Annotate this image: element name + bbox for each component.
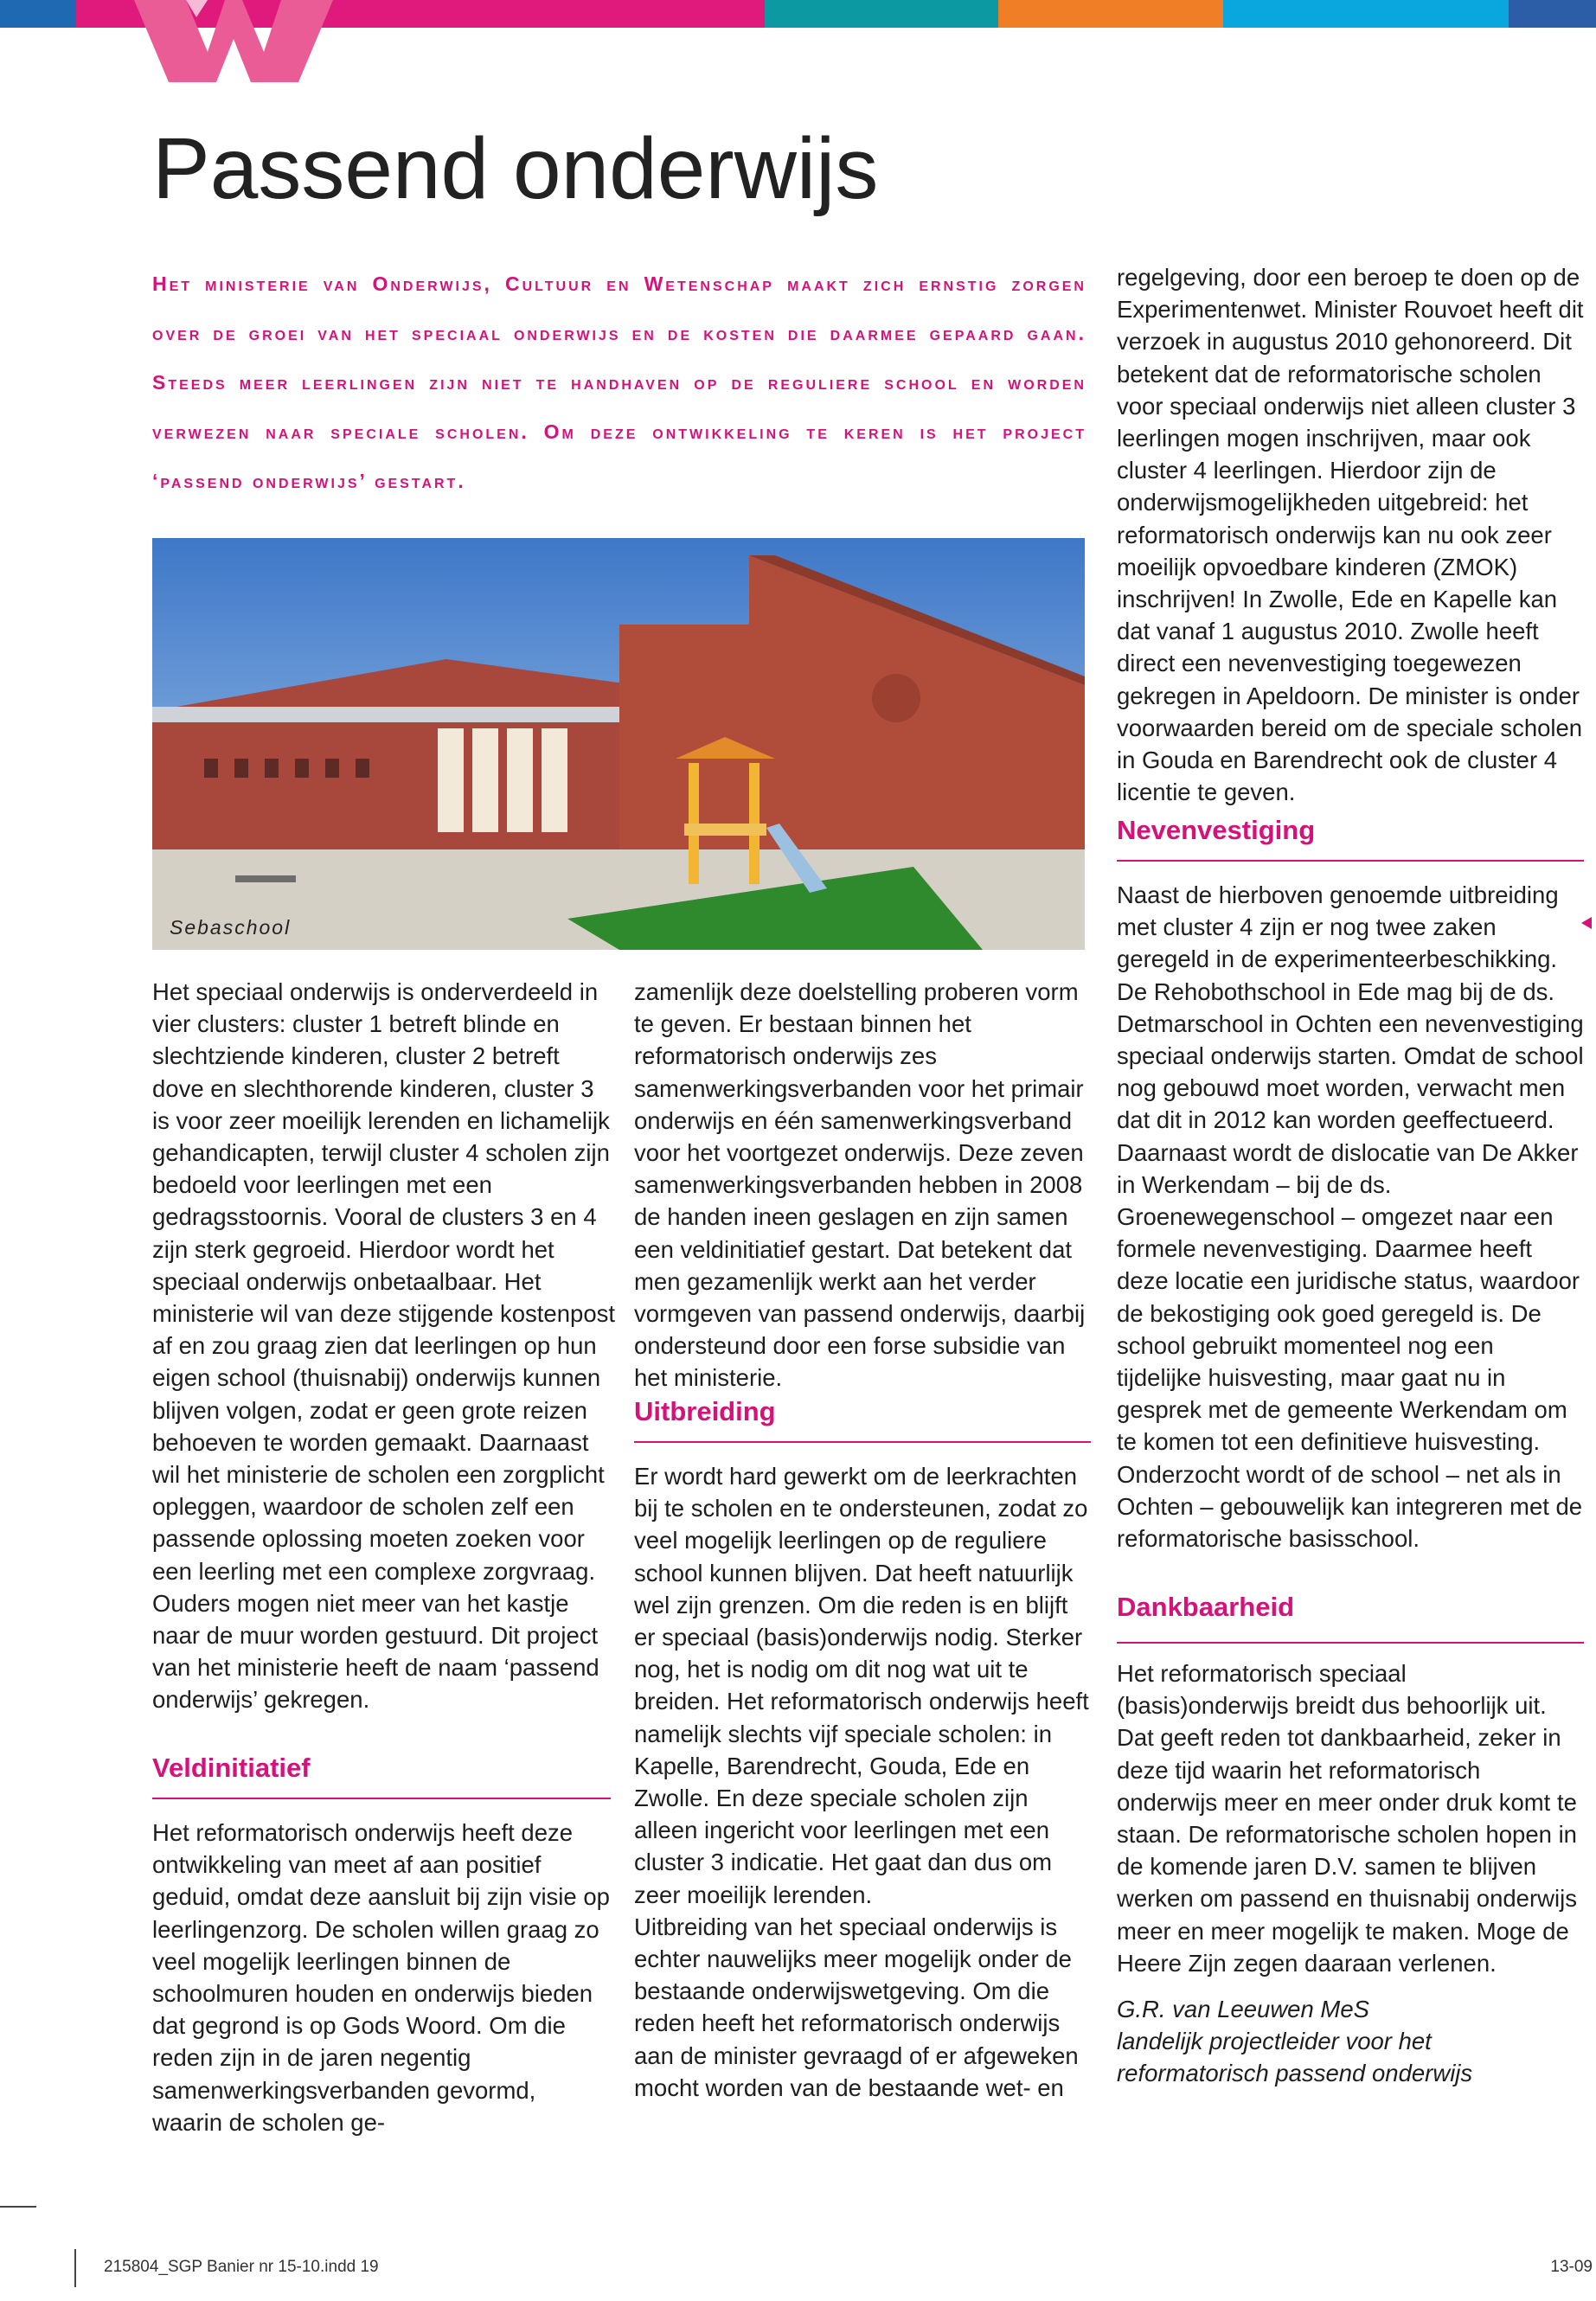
author-role: landelijk projectleider voor het reformatorisch passend onderwijs — [1117, 2028, 1473, 2087]
column-right — [1117, 261, 1584, 808]
school-building-image — [152, 538, 1085, 950]
section-dankbaarheid — [1117, 1590, 1584, 2090]
body-paragraph: Het reformatorisch onderwijs heeft deze ontwikkeling van meet af aan positief geduid, omdat deze aansluit bij zijn visie op leerlingenzorg. De scholen willen graag zo veel mogelijk leerlingen binnen de schoolmuren houden en onderwijs bieden dat gegrond is op Gods Woord. Om die reden zijn in de jaren negentig samenwerkingsverbanden gevormd, waarin de scholen ge- — [152, 1819, 610, 2136]
section-veldinitiatief — [152, 1751, 611, 2138]
w-logo-icon — [125, 0, 337, 87]
section-heading: Veldinitiatief — [152, 1751, 611, 1799]
school-photo — [152, 538, 1085, 950]
crop-mark — [0, 2206, 36, 2208]
body-paragraph: zamenlijk deze doelstelling proberen vorm te geven. Er bestaan binnen het reformatorisch onderwijs zes samenwerkingsverbanden voor het primair onderwijs en één samenwerkingsverband voor het voortgezet onderwijs. Deze zeven samenwerkingsverbanden hebben in 2008 de handen ineen geslagen en zijn samen een veldinitiatief gestart. Dat betekent dat men gezamenlijk werkt aan het verder vormgeven van passend onderwijs, daarbij ondersteund door een forse subsidie van het ministerie. — [634, 978, 1086, 1392]
page-title: Passend onderwijs — [152, 120, 879, 217]
section-nevenvestiging — [1117, 813, 1584, 1554]
body-paragraph: regelgeving, door een beroep te doen op de Experimentenwet. Minister Rouvoet heeft dit verzoek in augustus 2010 gehonoreerd. Dit betekent dat de reformatorische scholen voor speciaal onderwijs niet alleen cluster 3 leerlingen mogen inschrijven, maar ook cluster 4 leerlingen. Hierdoor zijn de onderwijsmogelijkheden uitgebreid: het reformatorisch onderwijs kan nu ook zeer moeilijk opvoedbare kinderen (ZMOK) inschrijven! In Zwolle, Ede en Kapelle kan dat vanaf 1 augustus 2010. Zwolle heeft direct een nevenvestiging toegewezen gekregen in Apeldoorn. De minister is onder voorwaarden bereid om de speciale scholen in Gouda en Barendrecht ook de cluster 4 licentie te geven. — [1117, 264, 1584, 806]
body-paragraph: Het reformatorisch speciaal (basis)onderwijs breidt dus behoorlijk uit. Dat geeft reden tot dankbaarheid, zeker in deze tijd waarin het reformatorisch onderwijs meer en meer onder druk komt te staan. De reformatorische scholen hopen in de komende jaren D.V. samen te blijven werken om passend en thuisnabij onderwijs meer en meer mogelijk te maken. Moge de Heere Zijn zegen daaraan verlenen. — [1117, 1660, 1577, 1977]
section-uitbreiding — [634, 1394, 1091, 2104]
body-paragraph: Er wordt hard gewerkt om de leerkrachten bij te scholen en te ondersteunen, zodat zo veel mogelijk leerlingen op de reguliere school kunnen blijven. Dat heeft natuurlijk wel zijn grenzen. Om die reden is en blijft er speciaal (basis)onderwijs nodig. Sterker nog, het is nodig om dit nog wat uit te breiden. Het reformatorisch onderwijs heeft namelijk slechts vijf speciale scholen: in Kapelle, Barendrecht, Gouda, Ede en Zwolle. En deze speciale scholen zijn alleen ingericht voor leerlingen met een cluster 3 indicatie. Het gaat dan dus om zeer moeilijk lerenden. — [634, 1463, 1089, 1908]
column-middle — [634, 976, 1091, 1394]
section-heading: Dankbaarheid — [1117, 1592, 1295, 1622]
margin-arrow-icon — [1581, 917, 1592, 929]
section-rule — [1117, 1642, 1584, 1644]
section-heading: Uitbreiding — [634, 1394, 1091, 1443]
section-heading: Nevenvestiging — [1117, 813, 1584, 862]
color-block — [0, 0, 76, 28]
body-paragraph: Naast de hierboven genoemde uitbreiding met cluster 4 zijn er nog twee zaken geregeld in de experimenteerbeschikking. De Rehobothschool in Ede mag bij de ds. Detmarschool in Ochten een nevenvestiging speciaal onderwijs starten. Omdat de school nog gebouwd moet worden, verwacht men dat dit in 2012 kan worden geeffectueerd. Daarnaast wordt de dislocatie van De Akker in Werkendam – bij de ds. Groenewegenschool – omgezet naar een formele nevenvestiging. Daarmee heeft deze locatie een juridische status, waardoor de bekostiging ook goed geregeld is. De school gebruikt momenteel nog een tijdelijke huisvesting, maar gaat nu in gesprek met de gemeente Werkendam om te komen tot een definitieve huisvesting. Onderzocht wordt of de school – net als in Ochten – gebouwelijk kan integreren met de reformatorische basisschool. — [1117, 881, 1584, 1553]
footer-date: 13-09 — [1550, 2258, 1593, 2276]
footer-file-info: 215804_SGP Banier nr 15-10.indd 19 — [104, 2258, 379, 2276]
color-block — [1509, 0, 1596, 28]
color-block — [998, 0, 1223, 28]
photo-caption: Sebaschool — [170, 916, 292, 939]
lead-paragraph: Het ministerie van Onderwijs, Cultuur en Wetenschap maakt zich ernstig zorgen over de groei van het speciaal onderwijs en de kosten die daarmee gepaard gaan. Steeds meer leerlingen zijn niet te handhaven op de reguliere school en worden verwezen naar speciale scholen. Om deze ontwikkeling te keren is het project ‘passend onderwijs’ gestart. — [152, 272, 1086, 492]
body-paragraph: Uitbreiding van het speciaal onderwijs is echter nauwelijks meer mogelijk onder de bestaande onderwijswetgeving. Om die reden heeft het reformatorisch onderwijs aan de minister gevraagd of er afgeweken mocht worden van de bestaande wet- en — [634, 1913, 1079, 2101]
color-block — [765, 0, 998, 28]
author-name: G.R. van Leeuwen MeS — [1117, 1996, 1369, 2023]
color-block — [1223, 0, 1509, 28]
crop-mark — [74, 2249, 76, 2287]
column-left — [152, 976, 615, 1716]
body-paragraph: Het speciaal onderwijs is onderverdeeld in vier clusters: cluster 1 betreft blinde en slechtziende kinderen, cluster 2 betreft dove en slechthorende kinderen, cluster 3 is voor zeer moeilijk lerenden en lichamelijk gehandicapten, terwijl cluster 4 scholen zijn bedoeld voor leerlingen met een gedragsstoornis. Vooral de clusters 3 en 4 zijn sterk gegroeid. Hierdoor wordt het speciaal onderwijs onbetaalbaar. Het ministerie wil van deze stijgende kostenpost af en zou graag zien dat leerlingen op hun eigen school (thuisnabij) onderwijs kunnen blijven volgen, zodat er geen grote reizen behoeven te worden gemaakt. Daarnaast wil het ministerie de scholen een zorgplicht opleggen, waardoor de scholen zelf een passende oplossing moeten zoeken voor een leerling met een complexe zorgvraag. Ouders mogen niet meer van het kastje naar de muur worden gestuurd. Dit project van het ministerie heeft de naam ‘passend onderwijs’ gekregen. — [152, 978, 616, 1714]
